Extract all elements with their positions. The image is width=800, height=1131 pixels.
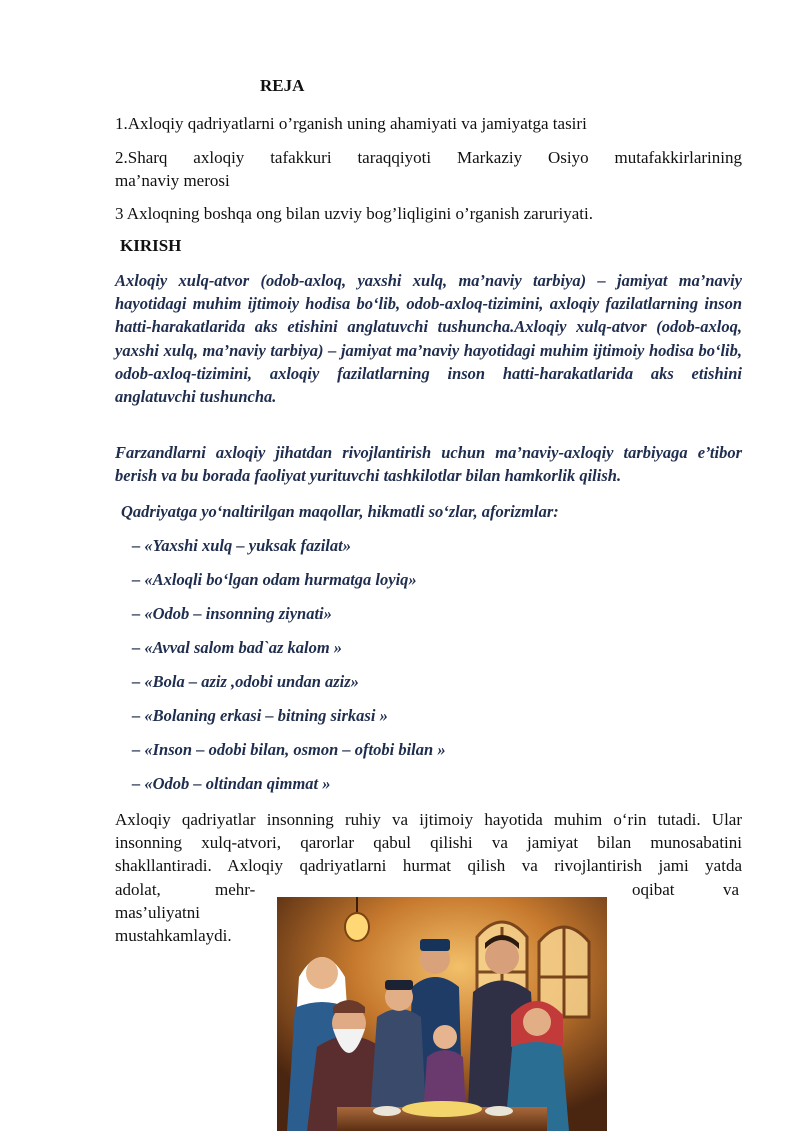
proverb-item: – «Inson – odobi bilan, osmon – oftobi bilan » [132, 740, 446, 759]
proverb-item: – «Axloqli bo‘lgan odam hurmatga loyiq» [132, 570, 417, 589]
plan-item-3: 3 Axloqning boshqa ong bilan uzviy bog’liqligini o’rganish zaruriyati. [115, 204, 593, 223]
proverb-item: – «Bolaning erkasi – bitning sirkasi » [132, 706, 388, 725]
plan-item-1: 1.Axloqiy qadriyatlarni o’rganish uning ahamiyati va jamiyatga tasiri [115, 114, 587, 133]
closing-word: mehr- [215, 879, 256, 899]
plan-item-2-line-2: ma’naviy merosi [115, 171, 230, 190]
proverbs-heading: Qadriyatga yo‘naltirilgan maqollar, hikmatli so‘zlar, aforizmlar: [121, 502, 559, 521]
bowl [485, 1106, 513, 1116]
closing-line: mustahkamlaydi. [115, 925, 232, 945]
bowl [373, 1106, 401, 1116]
illustration-canvas [277, 897, 607, 1131]
closing-line: mas’uliyatni [115, 902, 200, 922]
proverb-item: – «Avval salom bad`az kalom » [132, 638, 343, 657]
food-plate [402, 1101, 482, 1117]
closing-line: shakllantiradi. Axloqiy qadriyatlarni hurmat qilish va rivojlantirish jami yatda [115, 856, 742, 876]
closing-line: Axloqiy qadriyatlar insonning ruhiy va ijtimoiy hayotida muhim o‘rin tutadi. Ular [115, 810, 742, 829]
closing-word: adolat, [115, 879, 161, 899]
closing-word: oqibat [632, 879, 675, 899]
tasks-paragraph: Farzandlarni axloqiy jihatdan rivojlantirish uchun ma’naviy-axloqiy tarbiyaga e’tibor berish va bu borada faoliyat yurituvchi tashkilotlar bilan hamkorlik qilish. [115, 443, 742, 486]
proverb-item: – «Odob – insonning ziynati» [132, 604, 332, 623]
closing-line: insonning xulq-atvori, qarorlar qabul qilishi va jamiyat bilan munosabatini [115, 833, 742, 853]
closing-word: va [723, 879, 740, 899]
proverb-item: – «Bola – aziz ,odobi undan aziz» [132, 672, 359, 691]
proverb-item: – «Odob – oltindan qimmat » [132, 774, 331, 793]
family-gathering-illustration [277, 897, 607, 1131]
plan-title: REJA [260, 76, 305, 95]
intro-title: KIRISH [120, 236, 182, 255]
plan-item-2-line-1: 2.Sharq axloqiy tafakkuri taraqqiyoti Markaziy Osiyo mutafakkirlarining [115, 148, 742, 167]
plan-item-2 [115, 146, 742, 192]
proverb-item: – «Yaxshi xulq – yuksak fazilat» [132, 536, 351, 555]
intro-paragraph: Axloqiy xulq-atvor (odob-axloq, yaxshi xulq, ma’naviy tarbiya) – jamiyat ma’naviy hayotidagi muhim ijtimoiy hodisa bo‘lib, odob-axloq-tizimini, axloqiy fazilatlarning inson hatti-harakatlarida aks etishini anglatuvchi tushuncha.Axloqiy xulq-atvor (odob-axloq, yaxshi xulq, ma’naviy tarbiya) – jamiyat ma’naviy hayotidagi muhim ijtimoiy hodisa bo‘lib, odob-axloq-tizimini, axloqiy fazilatlarning inson hatti-harakatlarida aks etishini anglatuvchi tushuncha. [115, 271, 742, 407]
